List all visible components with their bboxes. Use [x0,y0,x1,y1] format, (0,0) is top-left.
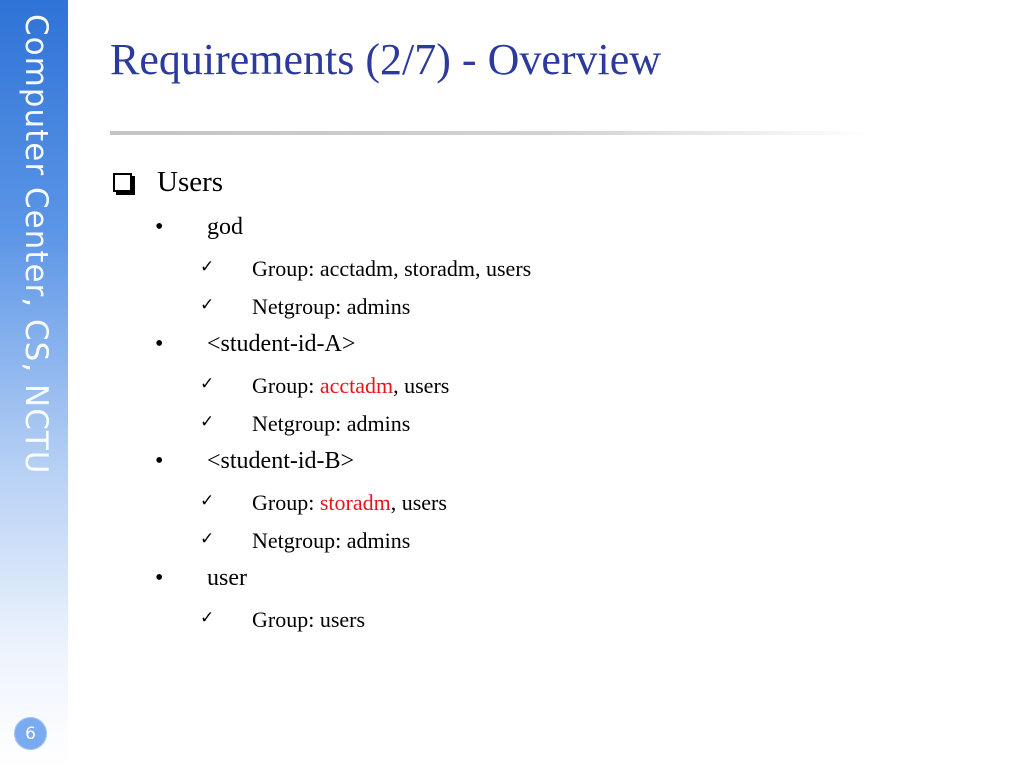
item-text: Group: acctadm, storadm, users [252,256,532,281]
section-heading-label: Users [157,166,224,198]
item-text: Group: acctadm, users [252,373,450,398]
checkmark-icon: ✓ [200,257,215,277]
user-name: god [207,214,243,240]
slide-title: Requirements (2/7) - Overview [110,35,662,84]
sidebar [0,0,68,768]
bullet-icon: • [155,214,164,240]
item-text: Group: users [252,607,366,632]
checkmark-icon: ✓ [200,529,215,549]
item-text: Group: storadm, users [252,490,447,515]
checkmark-icon: ✓ [200,412,215,432]
title-divider [110,131,870,135]
bullet-icon: • [155,331,164,357]
square-bullet-icon [113,173,132,192]
item-text: Netgroup: admins [252,411,411,436]
checkmark-icon: ✓ [200,608,215,628]
bullet-icon: • [155,448,164,474]
user-name: user [207,565,247,591]
page-number-badge: 6 [14,717,47,750]
sidebar-label: Computer Center, CS, NCTU [18,14,54,475]
item-text: Netgroup: admins [252,528,411,553]
user-name: <student-id-B> [207,448,355,474]
section-heading [113,166,223,199]
checkmark-icon: ✓ [200,295,215,315]
checkmark-icon: ✓ [200,374,215,394]
item-text: Netgroup: admins [252,294,411,319]
bullet-icon: • [155,565,164,591]
user-name: <student-id-A> [207,331,356,357]
checkmark-icon: ✓ [200,491,215,511]
